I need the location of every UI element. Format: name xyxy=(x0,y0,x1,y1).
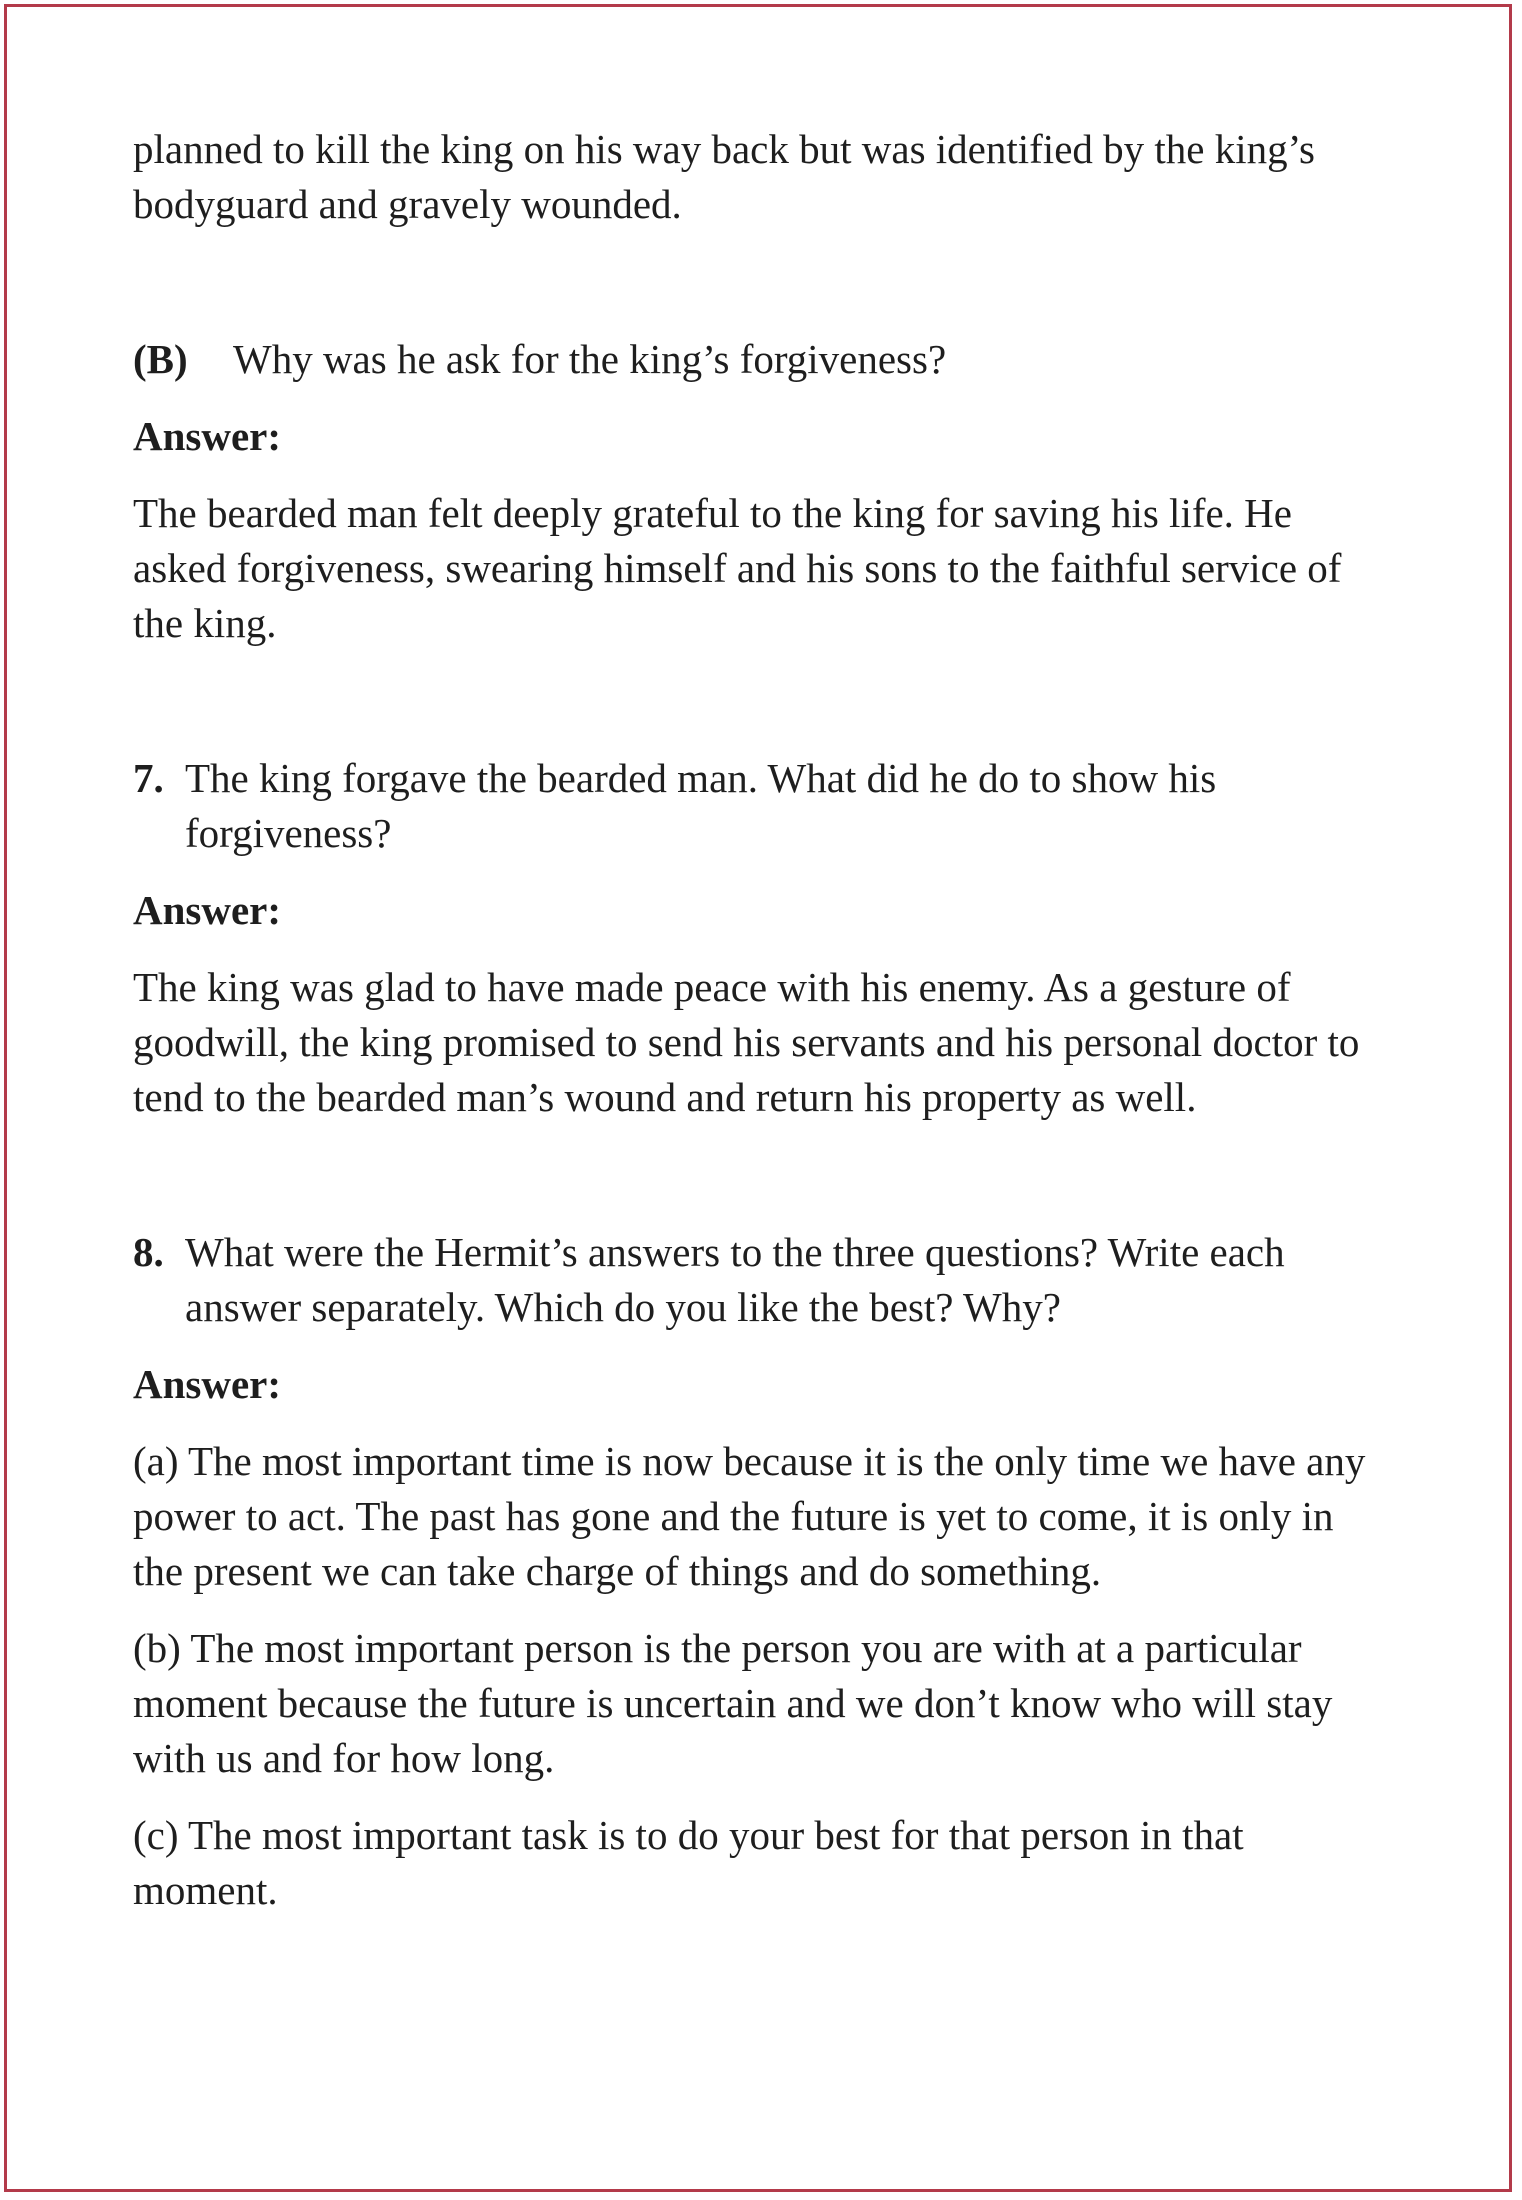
answer-part-a: (a) The most important time is now because it is the only time we have any power to act. The past has gone and the future is yet to come, it is only in the present we can take charge of things and do something. xyxy=(133,1438,1366,1594)
answer-text: The bearded man felt deeply grateful to the king for saving his life. He asked forgiveness, swearing himself and his sons to the faithful service of the king. xyxy=(133,490,1342,646)
continuation-paragraph: planned to kill the king on his way back but was identified by the king’s bodyguard and gravely wounded. xyxy=(133,126,1315,227)
question-number: 7. xyxy=(133,755,164,801)
question-8 xyxy=(133,1225,1393,1335)
question-number: 8. xyxy=(133,1229,164,1275)
answer-text: The king was glad to have made peace with his enemy. As a gesture of goodwill, the king promised to send his servants and his personal doctor to tend to the bearded man’s wound and return his property as well. xyxy=(133,964,1360,1120)
answer-label: Answer: xyxy=(133,413,282,459)
question-number: (B) xyxy=(133,336,188,382)
question-text: What were the Hermit’s answers to the three questions? Write each answer separately. Which do you like the best? Why? xyxy=(185,1229,1285,1330)
question-7 xyxy=(133,751,1393,861)
question-b xyxy=(133,332,1393,387)
answer-label: Answer: xyxy=(133,887,282,933)
question-text: The king forgave the bearded man. What did he do to show his forgiveness? xyxy=(185,755,1217,856)
document-body xyxy=(133,122,1393,1940)
answer-part-b: (b) The most important person is the person you are with at a particular moment because the future is uncertain and we don’t know who will stay with us and for how long. xyxy=(133,1625,1333,1781)
answer-label: Answer: xyxy=(133,1361,282,1407)
answer-part-c: (c) The most important task is to do your best for that person in that moment. xyxy=(133,1812,1244,1913)
question-text: Why was he ask for the king’s forgiveness? xyxy=(233,336,947,382)
